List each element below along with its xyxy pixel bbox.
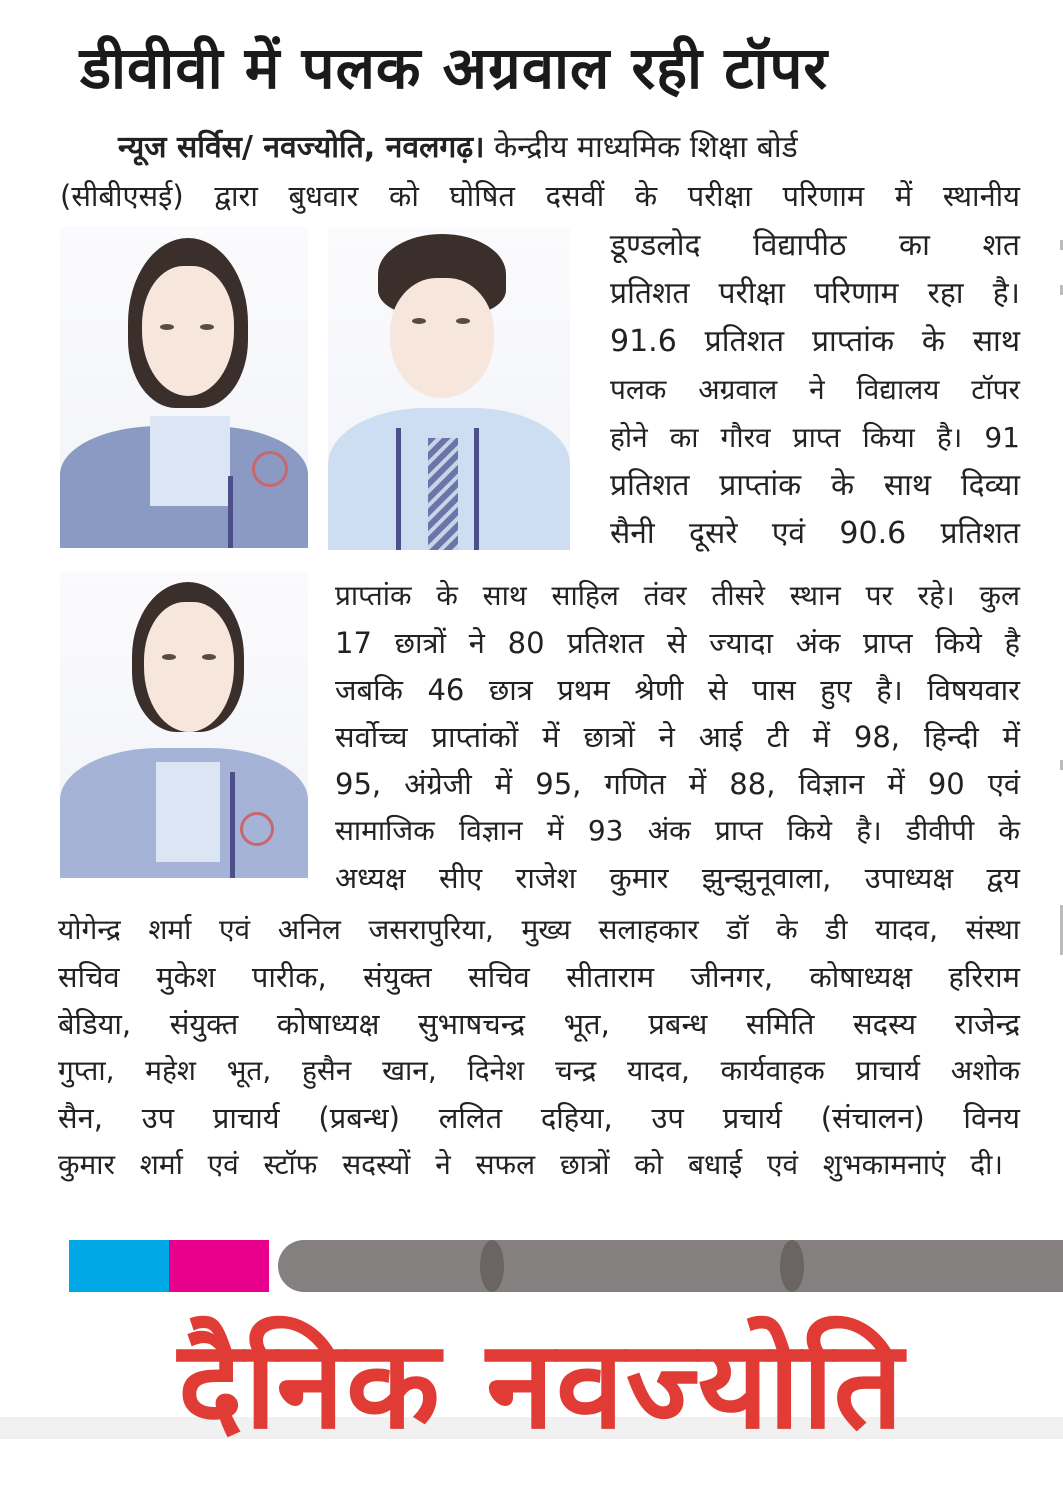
- photo-eye: [456, 318, 470, 324]
- student-photo-2: [328, 228, 570, 550]
- article-line: 95, अंग्रेजी में 95, गणित में 88, विज्ञान में 90 एवं: [335, 767, 1020, 801]
- article-line: [118, 124, 1018, 172]
- article-line: होने का गौरव प्राप्त किया है। 91: [610, 421, 1020, 454]
- pipe-joint: [480, 1240, 504, 1292]
- article-line: गुप्ता, महेश भूत, हुसैन खान, दिनेश चन्द्र यादव, कार्यवाहक प्राचार्य अशोक: [58, 1054, 1020, 1087]
- photo-lanyard: [228, 476, 233, 548]
- photo-lanyard: [396, 428, 401, 550]
- article-line: सर्वोच्च प्राप्तांकों में छात्रों ने आई टी में 98, हिन्दी में: [335, 720, 1020, 754]
- newspaper-masthead: दैनिक नवज्योति: [178, 1314, 906, 1456]
- article-line: कुमार शर्मा एवं स्टॉफ सदस्यों ने सफल छात्रों को बधाई एवं शुभकामनाएं दी।: [58, 1148, 1003, 1181]
- article-line: सैनी दूसरे एवं 90.6 प्रतिशत: [610, 516, 1020, 551]
- article-line: प्रतिशत प्राप्तांक के साथ दिव्या: [610, 468, 1020, 503]
- pipe-joint: [780, 1240, 804, 1292]
- article-line: 91.6 प्रतिशत प्राप्तांक के साथ: [610, 324, 1020, 359]
- article-line: डूण्डलोद विद्यापीठ का शत: [610, 228, 1020, 263]
- dateline: न्यूज सर्विस/ नवज्योति, नवलगढ़।: [118, 130, 485, 165]
- article-line: पलक अग्रवाल ने विद्यालय टॉपर: [610, 373, 1020, 406]
- photo-eye: [200, 324, 214, 330]
- photo-badge: [252, 451, 288, 487]
- photo-face: [142, 266, 234, 396]
- photo-eye: [160, 324, 174, 330]
- photo-eye: [162, 654, 176, 660]
- article-line: योगेन्द्र शर्मा एवं अनिल जसरापुरिया, मुख्य सलाहकार डॉ के डी यादव, संस्था: [58, 913, 1020, 946]
- article-line: जबकि 46 छात्र प्रथम श्रेणी से पास हुए है। विषयवार: [335, 673, 1020, 707]
- photo-eye: [202, 654, 216, 660]
- article-line: प्राप्तांक के साथ साहिल तंवर तीसरे स्थान पर रहे। कुल: [335, 579, 1020, 612]
- photo-tie: [428, 438, 458, 550]
- photo-lanyard: [474, 428, 479, 550]
- article-line: सैन, उप प्राचार्य (प्रबन्ध) ललित दहिया, उप प्रचार्य (संचालन) विनय: [58, 1101, 1020, 1135]
- cyan-block: [69, 1240, 169, 1292]
- magenta-block: [169, 1240, 269, 1292]
- article-line: अध्यक्ष सीए राजेश कुमार झुन्झुनूवाला, उपाध्यक्ष द्वय: [335, 861, 1020, 895]
- photo-face: [390, 278, 494, 398]
- photo-shirt: [156, 762, 220, 862]
- article-line: बेडिया, संयुक्त कोषाध्यक्ष सुभाषचन्द्र भूत, प्रबन्ध समिति सदस्य राजेन्द्र: [58, 1007, 1020, 1041]
- grey-pipe-bar: [278, 1240, 1063, 1292]
- photo-shirt: [150, 416, 230, 506]
- article-text: केन्द्रीय माध्यमिक शिक्षा बोर्ड: [494, 130, 798, 165]
- article-line: सामाजिक विज्ञान में 93 अंक प्राप्त किये है। डीवीपी के: [335, 814, 1020, 847]
- headline: डीवीवी में पलक अग्रवाल रही टॉपर: [80, 34, 829, 102]
- student-photo-1: [60, 226, 308, 548]
- photo-lanyard: [230, 772, 235, 878]
- article-line: (सीबीएसई) द्वारा बुधवार को घोषित दसवीं के परीक्षा परिणाम में स्थानीय: [60, 179, 1020, 213]
- article-line: 17 छात्रों ने 80 प्रतिशत से ज्यादा अंक प्राप्त किये है: [335, 626, 1020, 660]
- article-line: सचिव मुकेश पारीक, संयुक्त सचिव सीताराम जीनगर, कोषाध्यक्ष हरिराम: [58, 960, 1020, 994]
- student-photo-3: [60, 572, 308, 878]
- photo-eye: [412, 318, 426, 324]
- photo-face: [144, 602, 234, 732]
- photo-badge: [240, 812, 274, 846]
- article-line: प्रतिशत परीक्षा परिणाम रहा है।: [610, 276, 1020, 311]
